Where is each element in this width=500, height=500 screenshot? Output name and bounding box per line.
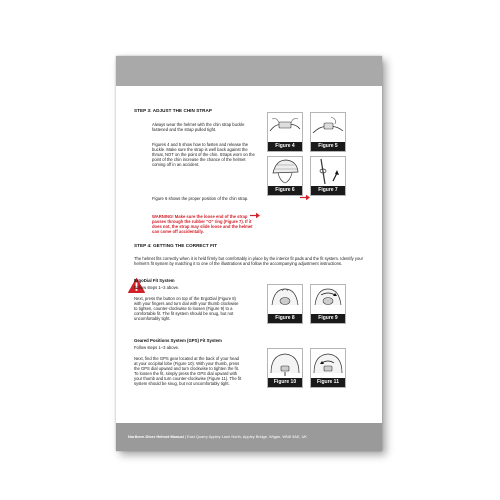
figure-10 — [267, 348, 303, 388]
page-content — [116, 86, 382, 423]
figure-9-label: Figure 9 — [311, 314, 345, 323]
figure-5 — [310, 112, 346, 152]
figure-5-label: Figure 5 — [311, 142, 345, 151]
step3-para2: Figures 4 and 5 show how to fasten and release the buckle. Make sure the strap is well back against the throat, NOT on the point of the chin. Straps worn on the point of the chin increase the chance of the helmet coming off in an accident. — [152, 142, 255, 168]
arrow-icon — [300, 194, 310, 201]
arrow-icon — [250, 212, 260, 219]
figure-9-illustration — [311, 285, 345, 314]
figure-5-illustration — [311, 113, 345, 142]
page-header-band — [116, 56, 382, 86]
gps-follow: Follow steps 1–3 above. — [134, 345, 180, 350]
footer-address: East Quarry Appley Lane North, Appley Bridge, Wigan, WN6 9AE, UK — [186, 434, 308, 439]
step4-heading: STEP 4: GETTING THE CORRECT FIT — [134, 243, 218, 248]
figure-6-label: Figure 6 — [268, 186, 302, 195]
figure-6 — [267, 156, 303, 196]
figure-4-label: Figure 4 — [268, 142, 302, 151]
footer-text — [128, 434, 307, 439]
footer-separator: | — [184, 434, 186, 439]
figure-10-illustration — [268, 349, 302, 378]
figure-8 — [267, 284, 303, 324]
figure-8-illustration — [268, 285, 302, 314]
ergodial-body: Next, press the button on top of the ErgoDial (Figure 8) with your fingers and turn dial with your thumb clockwise to tighten, counter-clockwise to loosen (Figure 9) to a comfortable fit. The fit system should be snug, but not uncomfortably tight. — [134, 296, 239, 322]
figure-7-illustration — [311, 157, 345, 186]
step3-heading: STEP 3: ADJUST THE CHIN STRAP — [134, 108, 213, 113]
figure-6-illustration — [268, 157, 302, 186]
figure-11-illustration — [311, 349, 345, 378]
figure-11 — [310, 348, 346, 388]
warning-text: WARNING! Make sure the loose end of the strap passes through the rubber "O" ring (Figure 7). If it does not, the strap may slide loose and the helmet can come off accidentally. — [152, 214, 253, 235]
ergodial-title: ErgoDial Fit System — [134, 278, 175, 283]
figure-8-label: Figure 8 — [268, 314, 302, 323]
figure-11-label: Figure 11 — [311, 378, 345, 387]
step4-intro: The helmet fits correctly when it is held firmly but comfortably in place by the interior fit pads and the fit system. Identify your helmet's fit system by matching it to one of the illustrations and follow the accompanying adjustment instructions. — [134, 256, 364, 267]
gps-title: Geared Positions System (GPS) Fit System — [134, 338, 222, 343]
manual-page — [116, 56, 382, 451]
step3-para1: Always wear the helmet with the chin strap buckle fastened and the strap pulled tight. — [152, 122, 245, 133]
page-footer — [116, 423, 382, 451]
figure-4 — [267, 112, 303, 152]
ergodial-follow: Follow steps 1–3 above. — [134, 285, 180, 290]
figure-4-illustration — [268, 113, 302, 142]
figure-9 — [310, 284, 346, 324]
step3-para3: Figure 6 shows the proper position of the chin strap. — [152, 196, 249, 201]
figure-7-label: Figure 7 — [311, 186, 345, 195]
figure-7 — [310, 156, 346, 196]
figure-10-label: Figure 10 — [268, 378, 302, 387]
footer-brand: Northern Diver Helmet Manual — [128, 434, 184, 439]
gps-body: Next, find the GPS gear located at the back of your head at your occipital lobe (Figure 10). With your thumb, press the GPS dial upward and turn clockwise to tighten the fit. To loosen the fit, simply press the GPS dial upward with your thumb and turn counter-clockwise (Figure 11). The fit system should be snug, but not uncomfortably tight. — [134, 356, 242, 387]
